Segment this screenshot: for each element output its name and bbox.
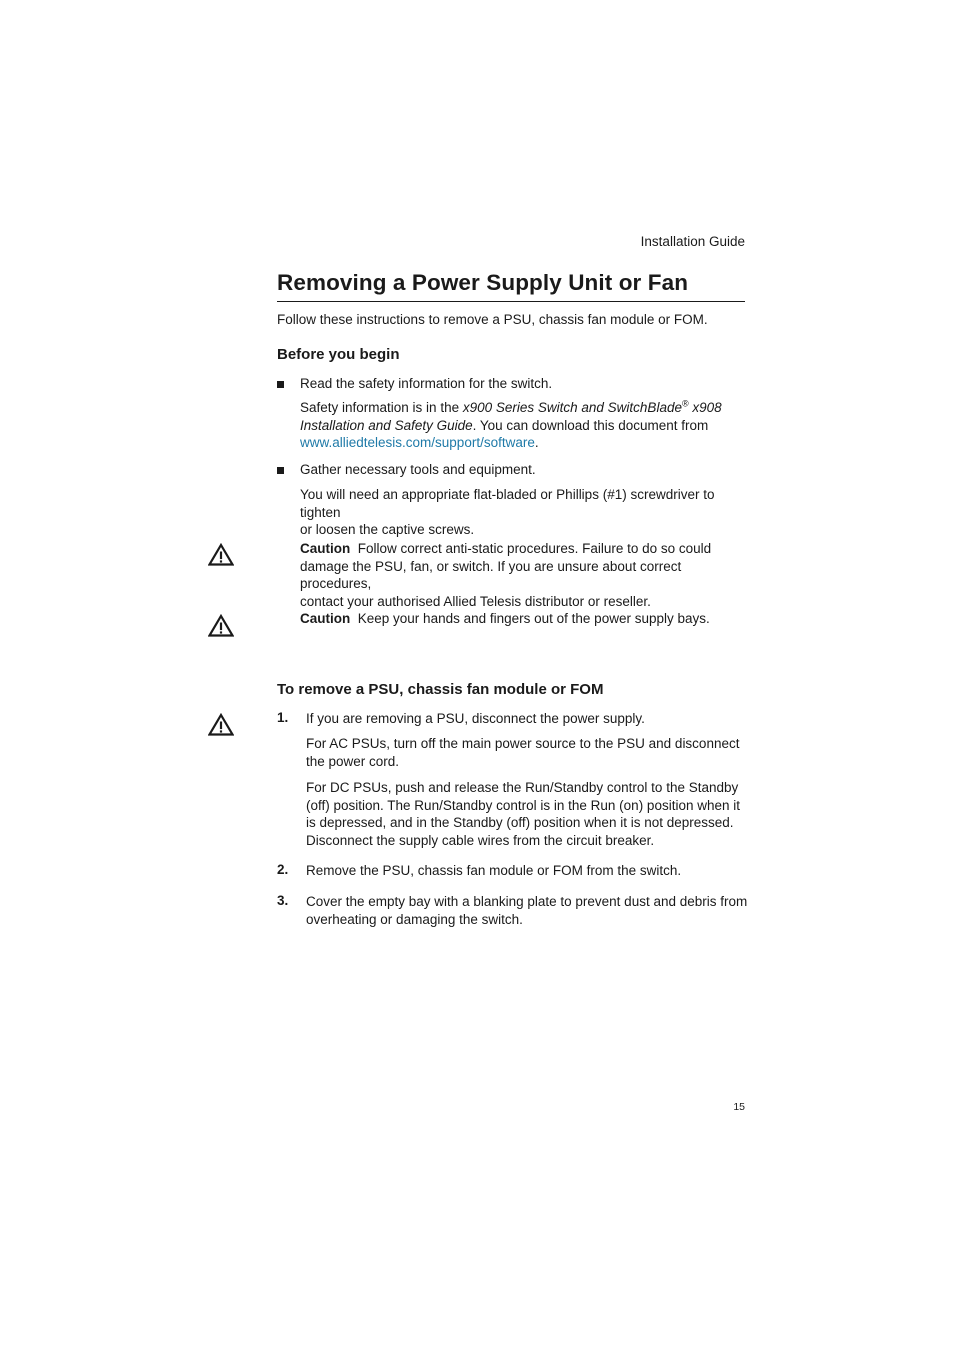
intro-text: Follow these instructions to remove a PSU, chassis fan module or FOM.	[277, 312, 708, 327]
step-number: 3.	[277, 893, 289, 908]
bullet-item-1: Read the safety information for the switch.	[300, 376, 553, 391]
running-header: Installation Guide	[640, 234, 745, 249]
doc-title: x900 Series Switch and SwitchBlade	[462, 400, 682, 415]
step-number: 2.	[277, 862, 289, 877]
bullet-item-2: Gather necessary tools and equipment.	[300, 462, 536, 477]
safety-info-line-1: Safety information is in the x900 Series Switch and SwitchBlade® x908	[300, 398, 722, 415]
step-1-text: If you are removing a PSU, disconnect the power supply.	[306, 711, 645, 726]
tools-paragraph: You will need an appropriate flat-bladed or Phillips (#1) screwdriver to tighten or loosen the captive screws.	[300, 487, 715, 538]
step-3-text: Cover the empty bay with a blanking plate to prevent dust and debris from overheating or damaging the switch.	[306, 894, 748, 927]
section-heading-before: Before you begin	[277, 346, 400, 363]
page-number: 15	[733, 1101, 745, 1113]
warning-triangle-icon	[208, 614, 234, 637]
safety-info-line-2: Installation and Safety Guide. You can download this document from	[300, 417, 709, 433]
step-number: 1.	[277, 710, 289, 725]
bullet-marker	[277, 379, 287, 389]
warning-triangle-icon	[208, 713, 234, 736]
step-1-dc-paragraph: For DC PSUs, push and release the Run/Standby control to the Standby (off) position. The Run/Standby control is in the Run (on) position when it is depressed, and in the Standby (off) position when it is not depressed. Disconnect the supply cable wires from the circuit breaker.	[306, 780, 740, 848]
download-link[interactable]: www.alliedtelesis.com/support/software	[300, 435, 535, 451]
safety-info-paragraph	[300, 399, 750, 452]
caution-1: Caution Follow correct anti-static procedures. Failure to do so could damage the PSU, fan, or switch. If you are unsure about correct procedures, contact your authorised Allied Telesis distributor or reseller.	[300, 541, 712, 609]
title-rule	[277, 301, 745, 302]
safety-info-line-3: www.alliedtelesis.com/support/software.	[300, 435, 539, 451]
caution-label: Caution	[300, 541, 351, 556]
caution-2: Caution Keep your hands and fingers out of the power supply bays.	[300, 611, 710, 626]
step-2-text: Remove the PSU, chassis fan module or FOM from the switch.	[306, 863, 682, 878]
page-title: Removing a Power Supply Unit or Fan	[277, 270, 689, 295]
step-1-ac-paragraph: For AC PSUs, turn off the main power source to the PSU and disconnect the power cord.	[306, 736, 740, 769]
bullet-marker	[277, 465, 287, 475]
warning-triangle-icon	[208, 543, 234, 566]
caution-label: Caution	[300, 611, 351, 626]
procedure-heading: To remove a PSU, chassis fan module or FOM	[277, 681, 604, 698]
